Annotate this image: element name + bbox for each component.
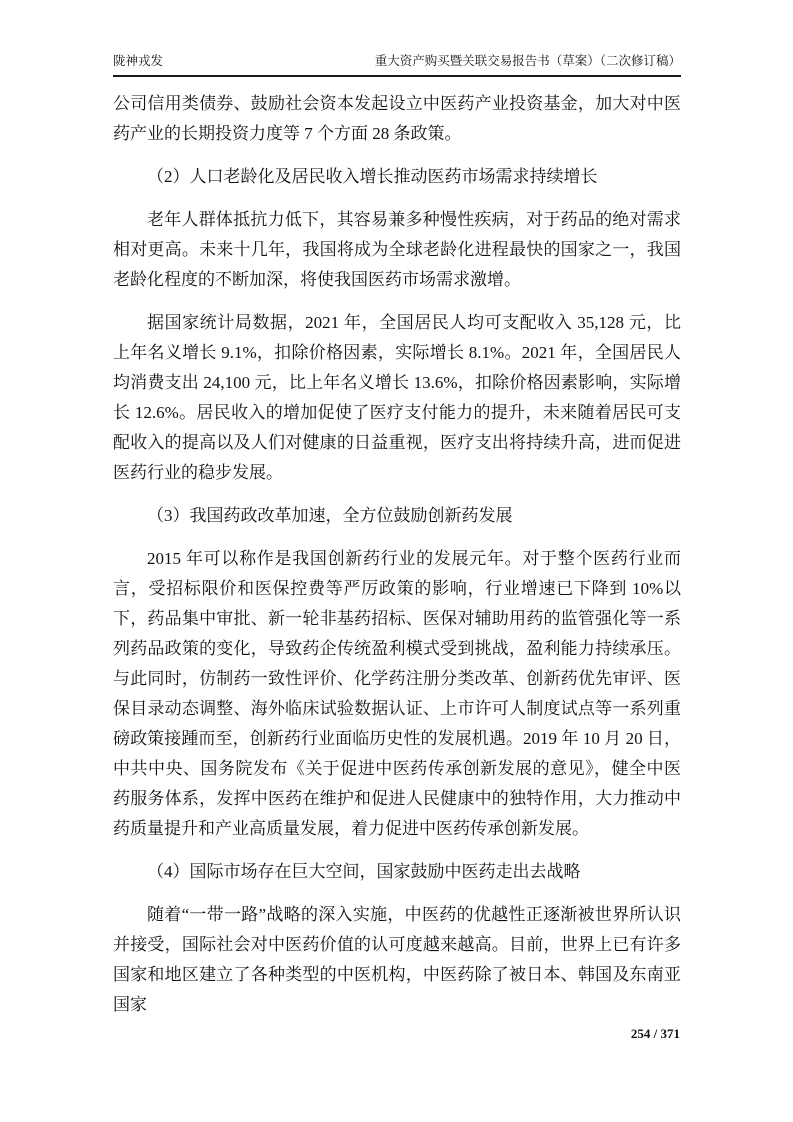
section-heading: （3）我国药政改革加速，全方位鼓励创新药发展 bbox=[147, 506, 513, 525]
paragraph: 随着“一带一路”战略的深入实施，中医药的优越性正逐渐被世界所认识并接受，国际社会对中医药价值的认可度越来越高。目前，世界上已有许多国家和地区建立了各种类型的中医机构，中医药除了被日本、韩国及东南亚国家 bbox=[113, 905, 681, 1014]
header-report-title: 重大资产购买暨关联交易报告书（草案）（二次修订稿） bbox=[374, 54, 681, 68]
document-body bbox=[113, 89, 681, 1033]
paragraph: 据国家统计局数据，2021 年，全国居民人均可支配收入 35,128 元，比上年名义增长 9.1%，扣除价格因素，实际增长 8.1%。2021 年，全国居民人均消费支出 24,100 元，比上年名义增长 13.6%，扣除价格因素影响，实际增长 12.6%。居民收入的增加促使了医疗支付能力的提升，未来随着居民可支配收入的提高以及人们对健康的日益重视，医疗支出将持续升高，进而促进医药行业的稳步发展。 bbox=[113, 313, 681, 482]
page-number: 254 / 371 bbox=[630, 1026, 680, 1041]
header-company-name: 陇神戎发 bbox=[113, 54, 164, 68]
section-heading: （4）国际市场存在巨大空间，国家鼓励中医药走出去战略 bbox=[147, 862, 581, 881]
paragraph: 2015 年可以称作是我国创新药行业的发展元年。对于整个医药行业而言，受招标限价和医保控费等严厉政策的影响，行业增速已下降到 10%以下，药品集中审批、新一轮非基药招标、医保对辅助用药的监管强化等一系列药品政策的变化，导致药企传统盈利模式受到挑战，盈利能力持续承压。与此同时，仿制药一致性评价、化学药注册分类改革、创新药优先审评、医保目录动态调整、海外临床试验数据认证、上市许可人制度试点等一系列重磅政策接踵而至，创新药行业面临历史性的发展机遇。2019 年 10 月 20 日，中共中央、国务院发布《关于促进中医药传承创新发展的意见》，健全中医药服务体系，发挥中医药在维护和促进人民健康中的独特作用，大力推动中药质量提升和产业高质量发展，着力促进中医药传承创新发展。 bbox=[113, 549, 681, 838]
paragraph: 老年人群体抵抗力低下，其容易兼多种慢性疾病，对于药品的绝对需求相对更高。未来十几年，我国将成为全球老龄化进程最快的国家之一，我国老龄化程度的不断加深，将使我国医药市场需求激增。 bbox=[113, 210, 681, 289]
paragraph: 公司信用类债券、鼓励社会资本发起设立中医药产业投资基金，加大对中医药产业的长期投资力度等 7 个方面 28 条政策。 bbox=[113, 94, 681, 143]
page-header bbox=[113, 52, 681, 77]
section-heading: （2）人口老龄化及居民收入增长推动医药市场需求持续增长 bbox=[147, 167, 598, 186]
